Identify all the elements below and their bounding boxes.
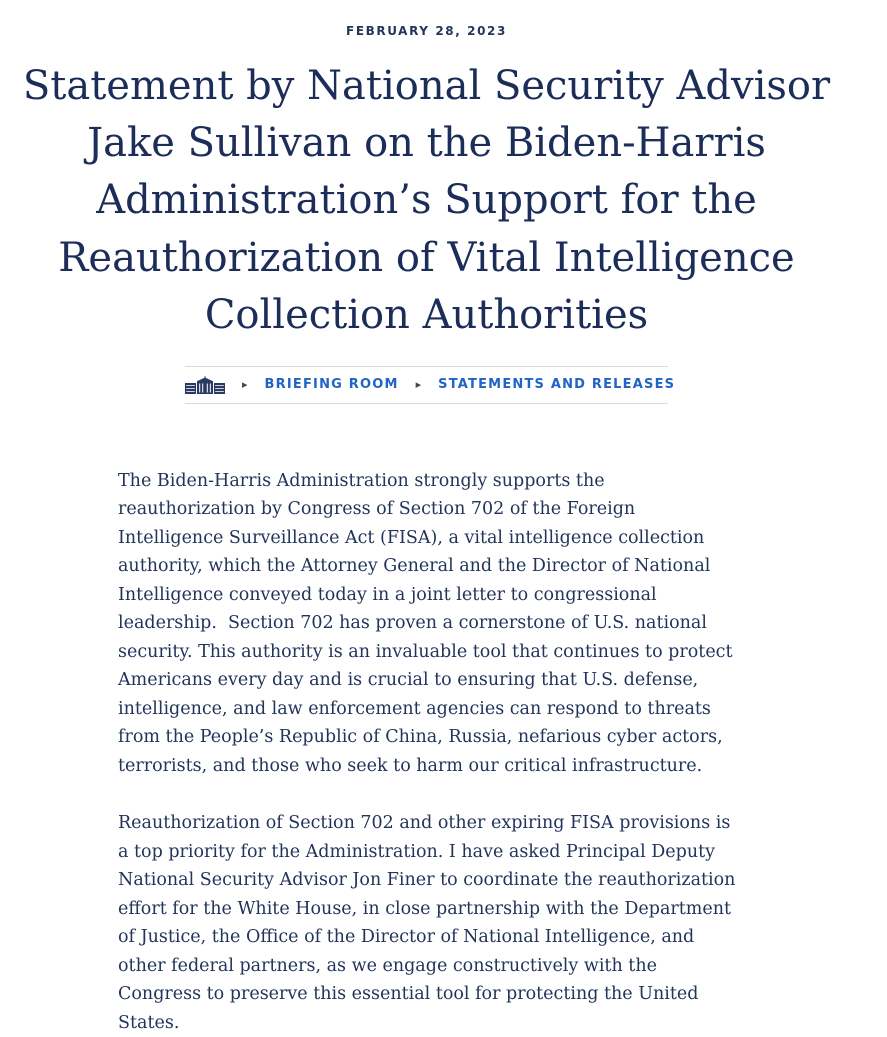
article-paragraph: The Biden-Harris Administration strongly supports the reauthorization by Congress of Section 702 of the Foreign Intelligence Surveillance Act (FISA), a vital intelligence collection authority, which the Attorney General and the Director of National Intelligence conveyed today in a joint letter to congressional leadership. Section 702 has proven a cornerstone of U.S. national security. This authority is an invaluable tool that continues to protect Americans every day and is crucial to ensuring that U.S. defense, intelligence, and law enforcement agencies can respond to threats from the People’s Republic of China, Russia, nefarious cyber actors, terrorists, and those who seek to harm our critical infrastructure.	[118, 470, 739, 776]
breadcrumb-separator-icon: ▸	[415, 378, 422, 392]
page-title: Statement by National Security Advisor Jake Sullivan on the Biden-Harris Administration’s Support for the Reauthorization of Vital Intelligence Collection Authorities	[22, 63, 831, 338]
breadcrumb-separator-icon: ▸	[242, 378, 248, 392]
breadcrumb-item-briefing-room[interactable]: BRIEFING ROOM	[264, 377, 399, 393]
article-body	[118, 467, 742, 1037]
home-link[interactable]	[185, 376, 225, 394]
post-date: FEBRUARY 28, 2023	[346, 24, 507, 38]
article-paragraph: Reauthorization of Section 702 and other expiring FISA provisions is a top priority for the Administration. I have asked Principal Deputy National Security Advisor Jon Finer to coordinate the reauthorization effort for the White House, in close partnership with the Department of Justice, the Office of the Director of National Intelligence, and other federal partners, as we engage constructively with the Congress to preserve this essential tool for protecting the United States.	[118, 813, 742, 1033]
whitehouse-icon	[185, 376, 225, 394]
breadcrumb	[185, 366, 676, 404]
breadcrumb-item-statements-and-releases[interactable]: STATEMENTS AND RELEASES	[438, 377, 676, 393]
